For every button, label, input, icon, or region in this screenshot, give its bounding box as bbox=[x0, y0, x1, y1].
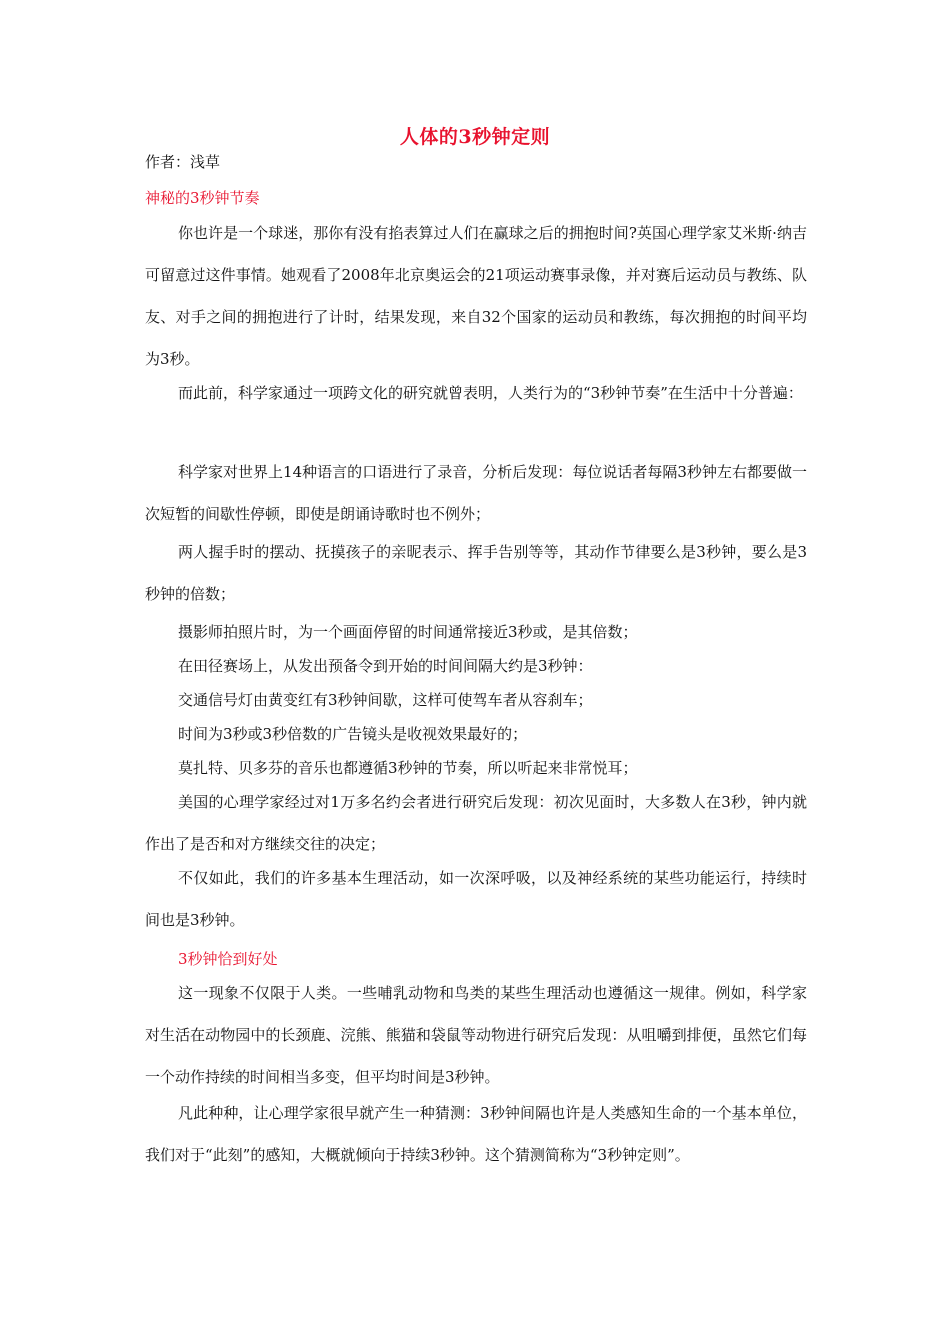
paragraph: 交通信号灯由黄变红有3秒钟间歇，这样可使驾车者从容刹车； bbox=[178, 691, 593, 709]
paragraph: 凡此种种，让心理学家很早就产生一种猜测：3秒钟间隔也许是人类感知生命的一个基本单位，我们对于“此刻”的感知，大概就倾向于持续3秒钟。这个猜测简称为“3秒钟定则”。 bbox=[145, 1104, 807, 1164]
paragraph: 时间为3秒或3秒倍数的广告镜头是收视效果最好的； bbox=[178, 725, 528, 743]
paragraph: 不仅如此，我们的许多基本生理活动，如一次深呼吸，以及神经系统的某些功能运行，持续时间也是3秒钟。 bbox=[145, 869, 807, 929]
section-heading-just-right: 3秒钟恰到好处 bbox=[178, 950, 278, 968]
document-title: 人体的3秒钟定则 bbox=[399, 126, 551, 148]
paragraph: 而此前，科学家通过一项跨文化的研究就曾表明，人类行为的“3秒钟节奏”在生活中十分普遍： bbox=[178, 384, 803, 402]
paragraph: 在田径赛场上，从发出预备令到开始的时间间隔大约是3秒钟： bbox=[178, 657, 593, 675]
paragraph: 科学家对世界上14种语言的口语进行了录音，分析后发现：每位说话者每隔3秒钟左右都要做一次短暂的间歇性停顿，即使是朗诵诗歌时也不例外； bbox=[145, 463, 807, 523]
paragraph: 两人握手时的摆动、抚摸孩子的亲昵表示、挥手告别等等，其动作节律要么是3秒钟，要么是3秒钟的倍数； bbox=[145, 543, 807, 603]
paragraph: 这一现象不仅限于人类。一些哺乳动物和鸟类的某些生理活动也遵循这一规律。例如，科学家对生活在动物园中的长颈鹿、浣熊、熊猫和袋鼠等动物进行研究后发现：从咀嚼到排便，虽然它们每一个动作持续的时间相当多变，但平均时间是3秒钟。 bbox=[145, 984, 807, 1086]
paragraph: 摄影师拍照片时，为一个画面停留的时间通常接近3秒或，是其倍数； bbox=[178, 623, 638, 641]
paragraph: 你也许是一个球迷，那你有没有掐表算过人们在赢球之后的拥抱时间?英国心理学家艾米斯·纳吉可留意过这件事情。她观看了2008年北京奥运会的21项运动赛事录像，并对赛后运动员与教练、队友、对手之间的拥抱进行了计时，结果发现，来自32个国家的运动员和教练，每次拥抱的时间平均为3秒。 bbox=[145, 224, 807, 368]
paragraph: 莫扎特、贝多芬的音乐也都遵循3秒钟的节奏，所以听起来非常悦耳； bbox=[178, 759, 638, 777]
paragraph: 美国的心理学家经过对1万多名约会者进行研究后发现：初次见面时，大多数人在3秒，钟内就作出了是否和对方继续交往的决定； bbox=[145, 793, 807, 853]
author-line: 作者：浅草 bbox=[145, 153, 221, 171]
section-heading-rhythm: 神秘的3秒钟节奏 bbox=[145, 189, 260, 207]
